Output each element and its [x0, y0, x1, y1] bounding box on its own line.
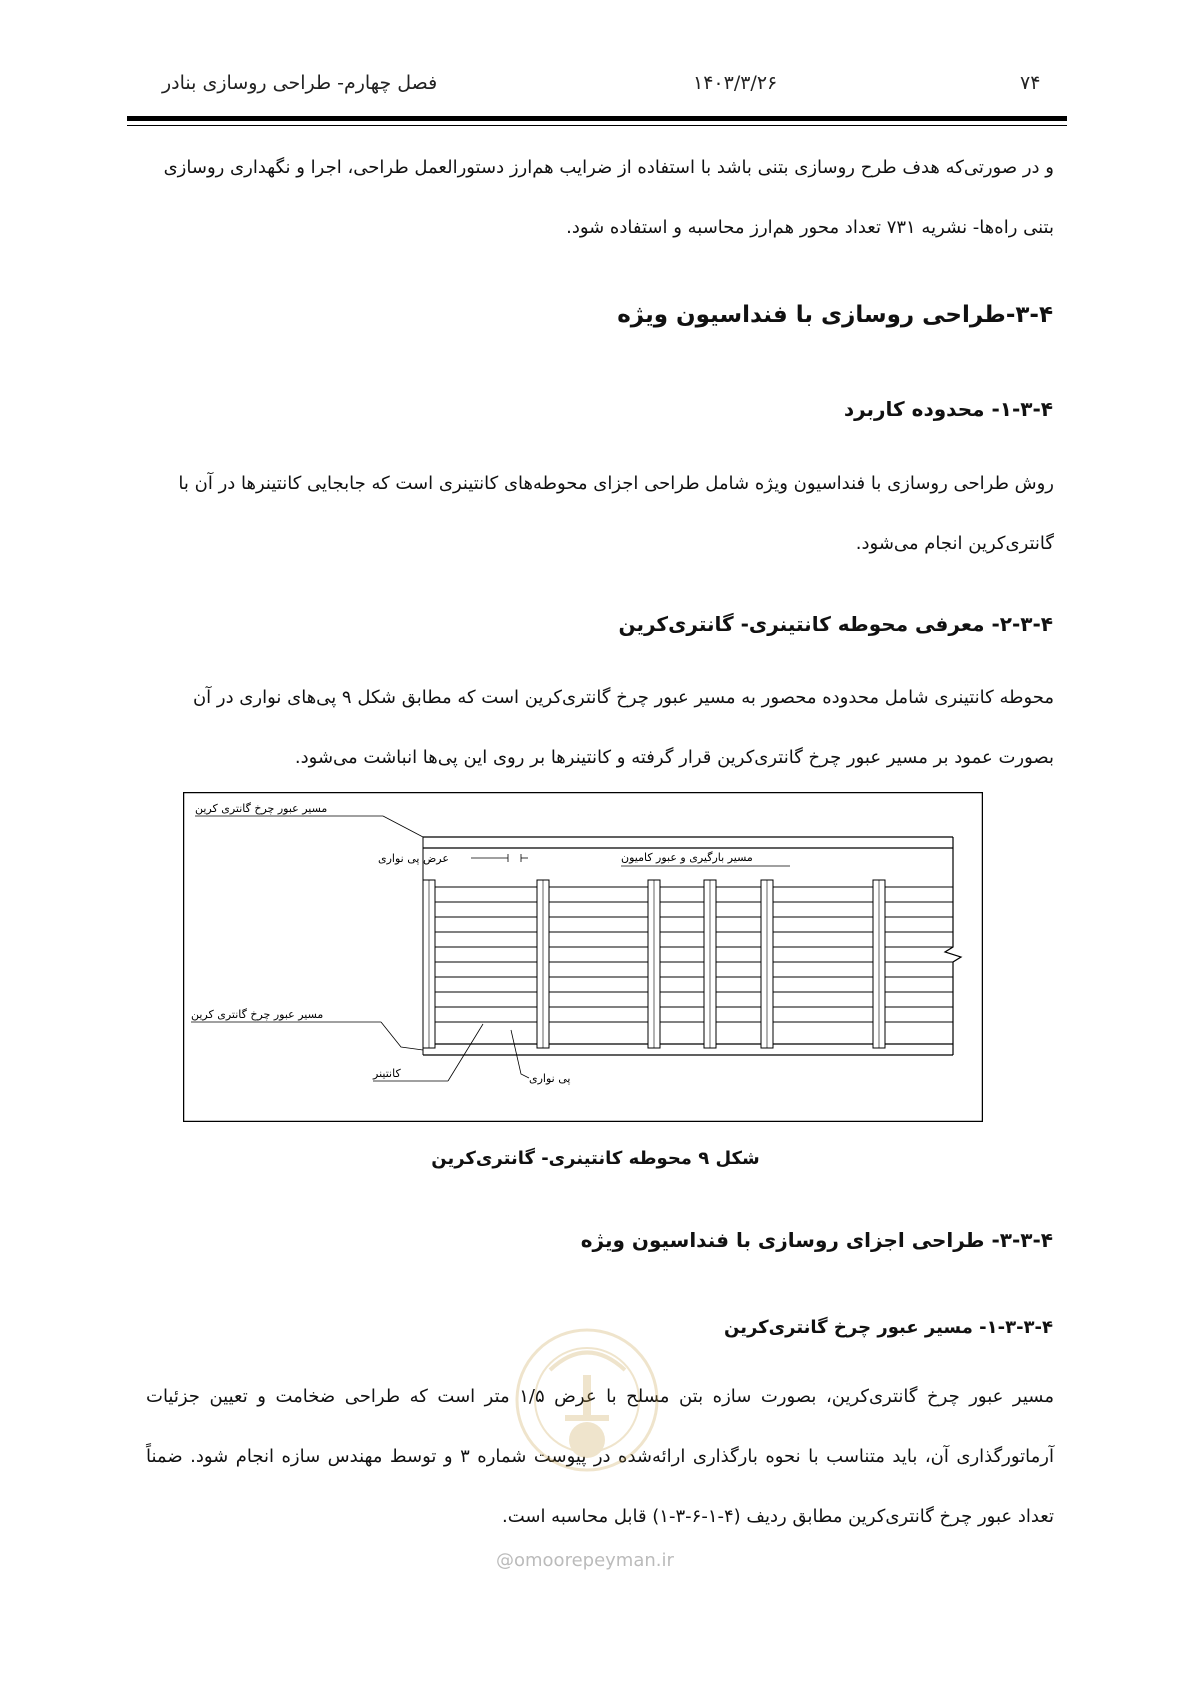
- container-yard-figure: [183, 792, 983, 1122]
- label-container: کانتینر: [373, 1067, 401, 1080]
- watermark-seal-logo: [505, 1320, 670, 1490]
- label-strip-footing: پی نواری: [529, 1072, 571, 1085]
- label-crane-path-top: مسیر عبور چرخ گانتری کرین: [195, 802, 328, 815]
- section-heading: ۳-۴-طراحی روسازی با فنداسیون ویژه: [617, 302, 1053, 328]
- yard-paragraph: محوطه کانتینری شامل محدوده محصور به مسیر عبور چرخ گانتری‌کرین است که مطابق شکل ۹ پی‌های نواری در آن بصورت عمود بر مسیر عبور چرخ گانتری‌کرین قرار گرفته و کانتینرها بر روی این پی‌ها انباشت می‌شود.: [192, 687, 1054, 768]
- chapter-title: فصل چهارم- طراحی روسازی بنادر: [162, 72, 438, 94]
- watermark-site-text: @omoorepeyman.ir: [496, 1550, 674, 1571]
- intro-paragraph: و در صورتی‌که هدف طرح روسازی بتنی باشد با استفاده از ضرایب هم‌ارز دستورالعمل طراحی، اجرا و نگهداری روسازی بتنی راه‌ها- نشریه ۷۳۱ تعداد محور هم‌ارز محاسبه و استفاده شود.: [163, 157, 1054, 238]
- scope-paragraph: روش طراحی روسازی با فنداسیون ویژه شامل طراحی اجزای محوطه‌های کانتینری است که جابجایی کانتینرها در آن با گانتری‌کرین انجام می‌شود.: [178, 473, 1054, 554]
- figure-frame: [184, 793, 983, 1122]
- header-rule-thin: [127, 125, 1067, 126]
- subsection-heading-intro-yard: ۲-۳-۴- معرفی محوطه کانتینری- گانتری‌کرین: [618, 612, 1053, 636]
- figure-caption: شکل ۹ محوطه کانتینری- گانتری‌کرین: [431, 1148, 760, 1169]
- header-date: ۱۴۰۳/۳/۲۶: [693, 72, 778, 94]
- label-crane-path-bottom: مسیر عبور چرخ گانتری کرین: [191, 1008, 324, 1021]
- crane-path-paragraph: مسیر عبور چرخ گانتری‌کرین، بصورت سازه بتن مسلح با عرض ۱/۵ متر است که طراحی ضخامت و تعیین جزئیات آرماتورگذاری آن، باید متناسب با نحوه بارگذاری ارائه‌شده در پیوست شماره ۳ و توسط مهندس سازه انجام شود. ضمناً تعداد عبور چرخ گانتری‌کرین مطابق ردیف (۴-۱-۶-۳-۱) قابل محاسبه است.: [146, 1386, 1054, 1527]
- label-truck-lane: مسیر بارگیری و عبور کامیون: [621, 851, 753, 864]
- header-rule-thick: [127, 116, 1067, 121]
- subsection-heading-scope: ۱-۳-۴- محدوده کاربرد: [843, 397, 1053, 421]
- subsection-heading-design: ۳-۳-۴- طراحی اجزای روسازی با فنداسیون ویژه: [580, 1228, 1053, 1252]
- label-strip-width: عرض پی نواری: [378, 852, 449, 865]
- page-number: ۷۴: [1020, 72, 1041, 94]
- subsubsection-heading-crane-path: ۱-۳-۳-۴- مسیر عبور چرخ گانتری‌کرین: [724, 1317, 1053, 1338]
